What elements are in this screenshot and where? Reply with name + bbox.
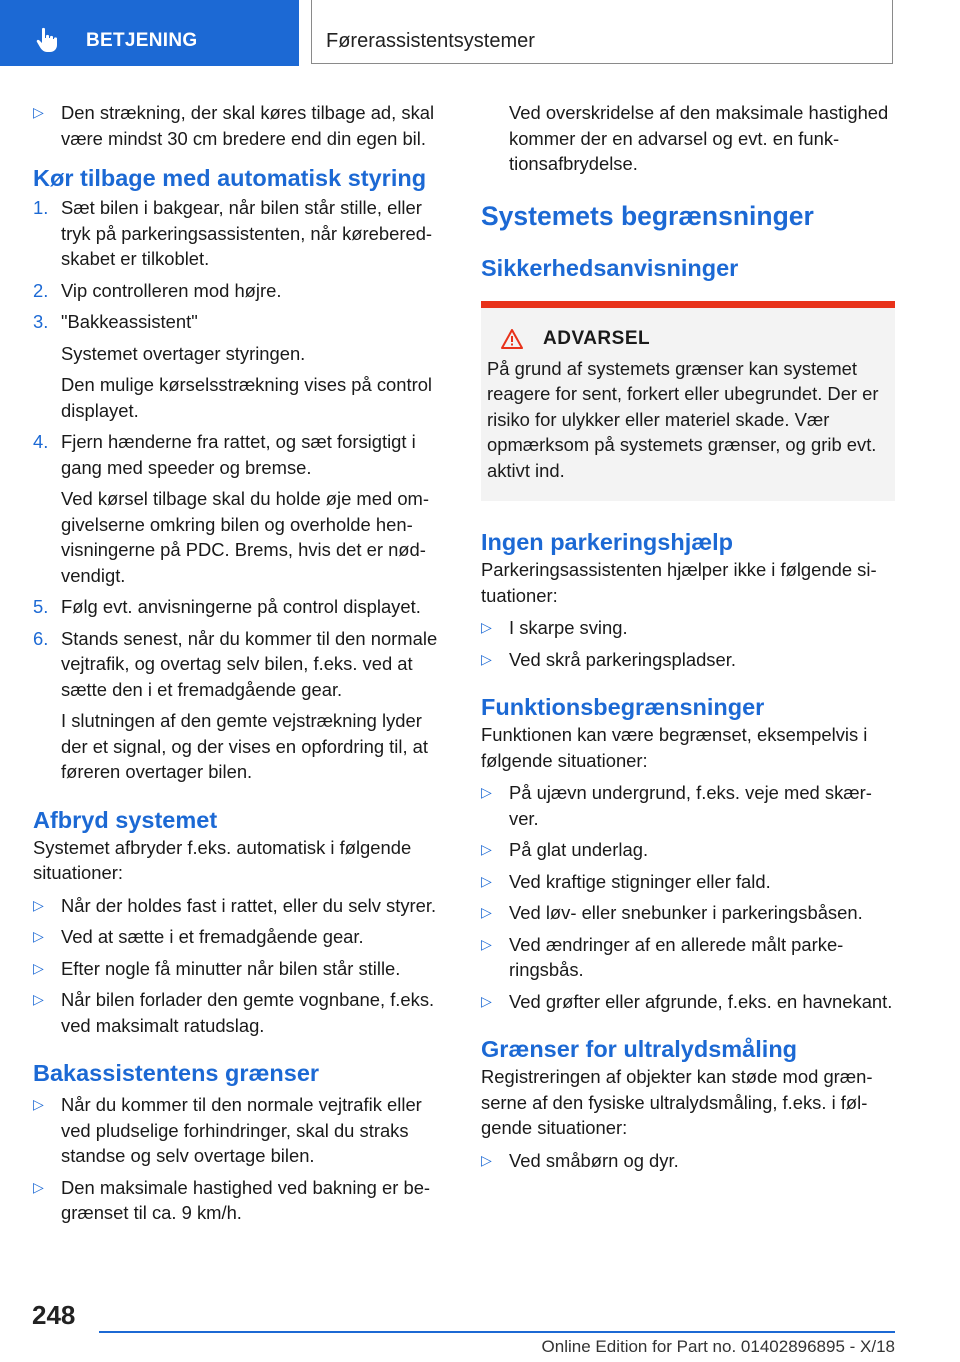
heading-ultrasound-limits: Grænser for ultralydsmåling (481, 1036, 798, 1062)
triangle-bullet-icon: ▷ (481, 992, 492, 1009)
triangle-bullet-icon: ▷ (481, 619, 492, 635)
triangle-bullet-icon: ▷ (481, 784, 492, 800)
list-item: ▷ På glat underlag. (481, 837, 895, 863)
step-note: Ved kørsel tilbage skal du holde øje med omgivelserne omkring bilen og overholde henvisningerne på PDC. Brems, hvis det er nødvendigt. (61, 488, 429, 586)
list-item: ▷ Ved løv- eller snebunker i parkeringsbåsen. (481, 900, 895, 926)
triangle-bullet-icon: ▷ (33, 959, 44, 976)
triangle-bullet-icon: ▷ (481, 1151, 492, 1168)
ultrasound-intro: Registreringen af objekter kan støde mod grænserne af den fysiske ultralydsmåling, f.eks. i følgende situationer: (481, 1066, 873, 1138)
triangle-bullet-icon: ▷ (33, 1178, 44, 1195)
warning-text: På grund af systemets grænser kan systemet reagere for sent, forkert eller ubegrundet. Der er risiko for ulykker eller materiel skade. Vær opmærksom på systemets grænser, og grib evt. aktivt ind. (487, 357, 879, 481)
step-item: 3. "Bakkeassistent" (33, 311, 198, 332)
list-item: ▷ Ved skrå parkeringspladser. (481, 647, 895, 673)
abort-intro: Systemet afbryder f.eks. automatisk i følgende situationer: (33, 836, 412, 883)
heading-function-limits: Funktionsbegrænsninger (481, 694, 765, 720)
heading-safety: Sikkerhedsanvisninger (481, 254, 739, 281)
chapter-box (311, 0, 893, 64)
function-intro: Funktionen kan være begrænset, eksempelvis i følgende situationer: (481, 724, 868, 771)
step-item: 1. Sæt bilen i bakgear, når bilen står stille, eller tryk på parkeringsassistenten, når køreberedskabet er tilkoblet. (33, 197, 433, 269)
continued-note: Ved overskridelse af den maksimale hastighed kommer der en advarsel og evt. en funktionsafbrydelse. (509, 102, 889, 174)
heading-limits: Bakassistentens grænser (33, 1060, 320, 1086)
heading-system-limits: Systemets begrænsninger (481, 200, 814, 231)
list-item: ▷ Ved ændringer af en allerede målt parkeringsbås. (481, 933, 844, 980)
list-item: ▷ Når der holdes fast i rattet, eller du selv styrer. (33, 893, 447, 919)
triangle-bullet-icon: ▷ (481, 872, 492, 889)
triangle-bullet-icon: ▷ (481, 935, 492, 952)
step-item: 4. Fjern hænderne fra rattet, og sæt forsigtigt i gang med speeder og bremse. (33, 431, 416, 478)
list-item: ▷ Ved småbørn og dyr. (481, 1148, 895, 1174)
list-item: ▷ Den maksimale hastighed ved bakning er begrænset til ca. 9 km/h. (33, 1176, 431, 1223)
left-column (33, 100, 447, 1226)
step-item: 2. Vip controlleren mod højre. (33, 279, 282, 301)
warning-title: ADVARSEL (543, 327, 651, 349)
list-item: ▷ Efter nogle få minutter når bilen står stille. (33, 956, 447, 982)
triangle-bullet-icon: ▷ (33, 928, 44, 944)
heading-auto-steering: Kør tilbage med automatisk styring (33, 165, 427, 191)
list-item: ▷ I skarpe sving. (481, 615, 895, 641)
triangle-bullet-icon: ▷ (33, 104, 44, 120)
list-item: ▷ Når bilen forlader den gemte vognbane, f.eks. ved maksimalt ratudslag. (33, 989, 435, 1036)
edition-note: Online Edition for Part no. 01402896895 - X/18 (541, 1337, 895, 1356)
step-note: I slutningen af den gemte vejstrækning lyder der et signal, og der vises en opfordring til, at føreren overtager bilen. (61, 710, 428, 782)
warning-box (481, 301, 895, 502)
heading-abort: Afbryd systemet (33, 806, 218, 833)
hand-pointer-icon (36, 27, 66, 53)
no-help-intro: Parkeringsassistenten hjælper ikke i følgende situationer: (481, 559, 877, 606)
step-note: Den mulige kørselsstrækning vises på control displayet. (61, 374, 433, 421)
footer-rule (99, 1331, 895, 1333)
list-item: ▷ Når du kommer til den normale vejtrafik eller ved pludselige forhindringer, skal du straks standse og selv overtage bilen. (33, 1094, 422, 1166)
triangle-bullet-icon: ▷ (481, 841, 492, 857)
step-item: 6. Stands senest, når du kommer til den normale vejtrafik, og overtag selv bilen, f.eks. ved at sætte den i et fremadgående gear. (33, 627, 438, 700)
triangle-bullet-icon: ▷ (481, 650, 492, 667)
triangle-bullet-icon: ▷ (33, 991, 44, 1007)
triangle-bullet-icon: ▷ (33, 1096, 44, 1112)
triangle-bullet-icon: ▷ (481, 904, 492, 920)
page-number: 248 (32, 1300, 76, 1330)
step-item: 5. Følg evt. anvisningerne på control displayet. (33, 596, 421, 617)
list-item: ▷ På ujævn undergrund, f.eks. veje med skærver. (481, 782, 872, 829)
list-item: ▷ Ved at sætte i et fremadgående gear. (33, 924, 447, 950)
list-item: ▷ Ved grøfter eller afgrunde, f.eks. en havnekant. (481, 989, 895, 1015)
list-item: ▷ Ved kraftige stigninger eller fald. (481, 869, 895, 895)
right-column (481, 100, 895, 1173)
section-title: BETJENING (86, 30, 198, 51)
list-item: ▷ Den strækning, der skal køres tilbage ad, skal være mindst 30 cm bredere end din egen bil. (33, 102, 435, 149)
section-tab (0, 0, 299, 66)
chapter-title: Førerassistentsystemer (326, 30, 535, 52)
heading-no-parking-help: Ingen parkeringshjælp (481, 529, 734, 555)
warning-triangle-icon (501, 329, 523, 349)
step-note: Systemet overtager styringen. (61, 342, 306, 364)
triangle-bullet-icon: ▷ (33, 896, 44, 913)
